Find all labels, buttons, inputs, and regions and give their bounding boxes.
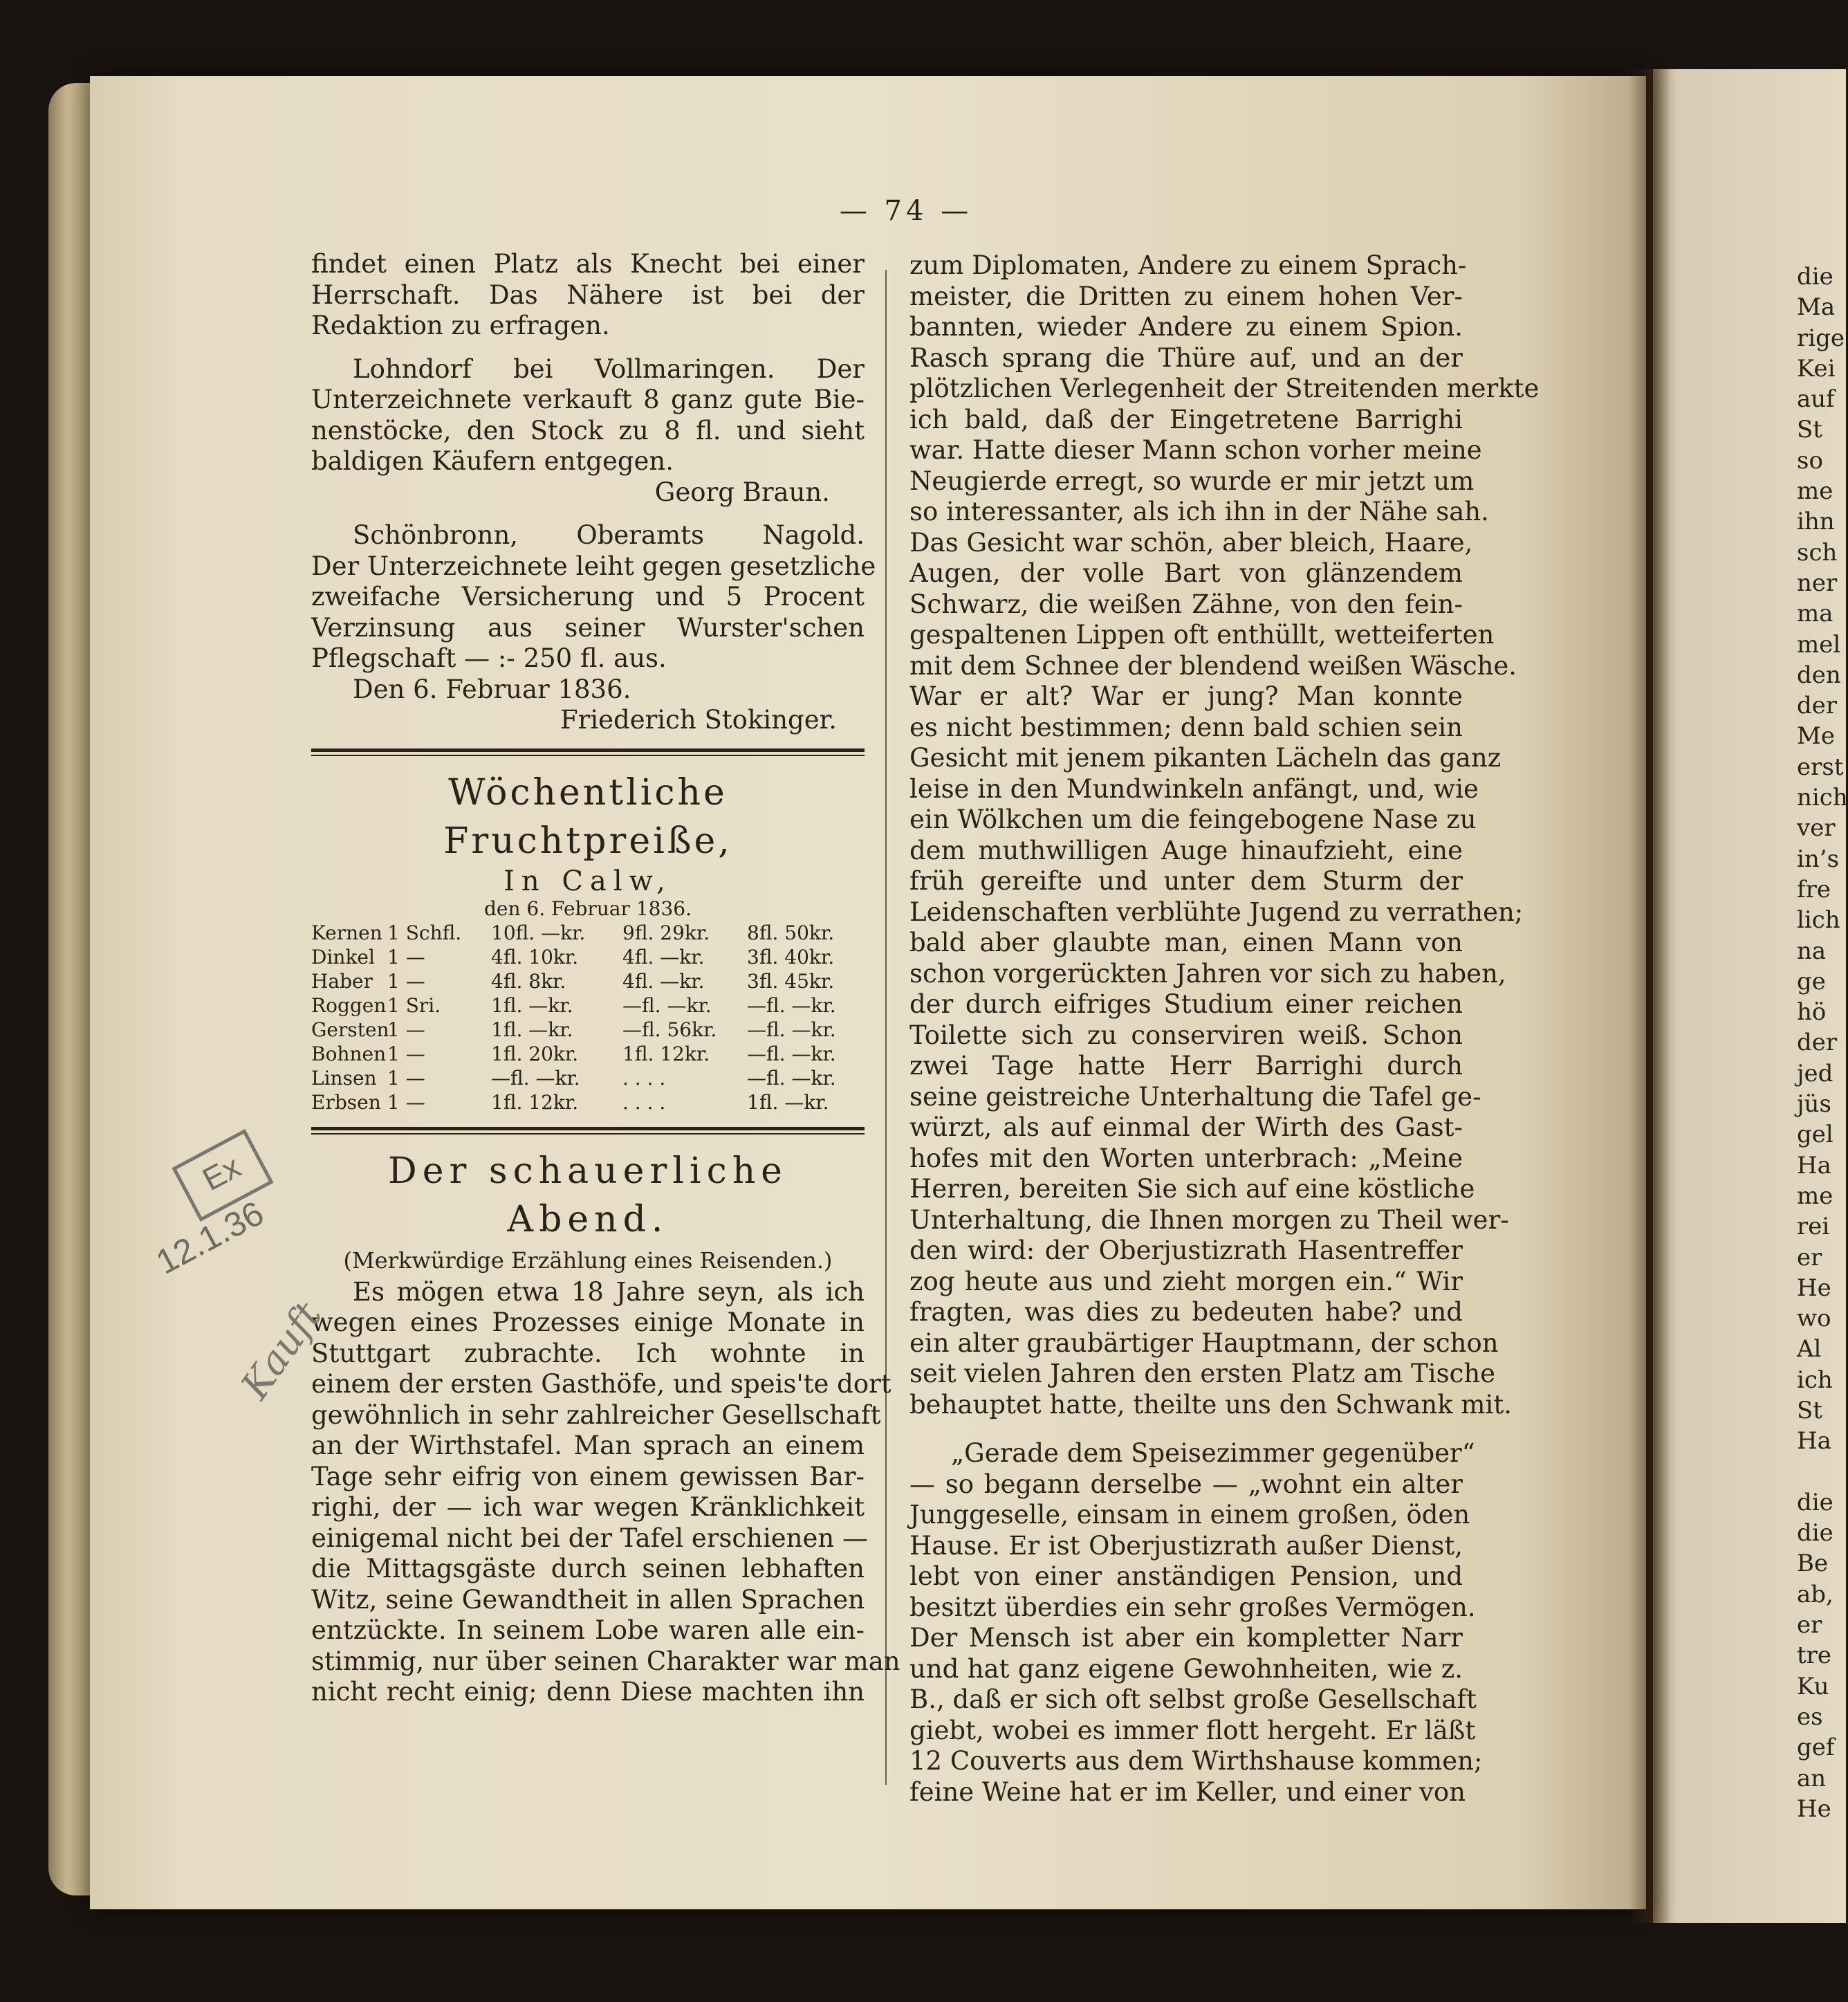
text-fragment: rige bbox=[1797, 324, 1845, 352]
table-cell: Haber bbox=[311, 969, 373, 993]
text-line: Witz, seine Gewandtheit in allen Sprachen bbox=[311, 1584, 865, 1615]
table-row bbox=[311, 1018, 865, 1042]
text-line: an der Wirthstafel. Man sprach an einem bbox=[311, 1431, 865, 1460]
table-row bbox=[311, 993, 865, 1018]
text-fragment: Ku bbox=[1797, 1672, 1829, 1700]
table-cell: —fl. —kr. bbox=[622, 993, 712, 1017]
table-cell: Dinkel bbox=[311, 945, 375, 968]
table-cell: —fl. 56kr. bbox=[622, 1018, 717, 1041]
table-cell: 10fl. —kr. bbox=[491, 921, 586, 944]
table-cell: 8fl. 50kr. bbox=[747, 921, 835, 944]
table-cell: 1 Sri. bbox=[387, 993, 441, 1017]
signature: Friederich Stokinger. bbox=[560, 705, 837, 735]
text-fragment: es bbox=[1797, 1702, 1823, 1731]
text-line: Neugierde erregt, so wurde er mir jetzt um bbox=[909, 466, 1475, 496]
table-cell: 1fl. —kr. bbox=[491, 993, 573, 1017]
text-line: 12 Couverts aus dem Wirthshause kommen; bbox=[909, 1746, 1483, 1776]
table-cell: 1 — bbox=[387, 1042, 425, 1065]
text-line: giebt, wobei es immer flott hergeht. Er läßt bbox=[909, 1715, 1476, 1745]
text-fragment: ma bbox=[1797, 600, 1833, 628]
table-cell: 3fl. 45kr. bbox=[747, 969, 835, 993]
table-row bbox=[311, 921, 865, 945]
text-fragment: gel bbox=[1797, 1121, 1833, 1149]
text-line: einem der ersten Gasthöfe, und speis'te dort bbox=[311, 1369, 891, 1399]
text-fragment: lich bbox=[1797, 906, 1840, 935]
prices-table bbox=[311, 921, 865, 1114]
text-line: hofes mit den Worten unterbrach: „Meine bbox=[909, 1143, 1463, 1173]
text-line: Verzinsung aus seiner Wurster'schen bbox=[311, 612, 865, 643]
table-cell: 1fl. 12kr. bbox=[491, 1090, 579, 1114]
text-line: früh gereifte und unter dem Sturm der bbox=[909, 866, 1463, 896]
text-fragment: in’s bbox=[1797, 845, 1840, 873]
text-line: behauptet hatte, theilte uns den Schwank mit. bbox=[909, 1389, 1512, 1420]
text-fragment: so bbox=[1797, 446, 1823, 475]
text-fragment: ihn bbox=[1797, 508, 1835, 536]
table-cell: Gersten bbox=[311, 1018, 389, 1041]
text-fragment: fre bbox=[1797, 875, 1831, 903]
text-fragment: gef bbox=[1797, 1734, 1835, 1762]
text-fragment: er bbox=[1797, 1243, 1822, 1271]
text-fragment: die bbox=[1797, 263, 1833, 291]
text-line: und hat ganz eigene Gewohnheiten, wie z. bbox=[909, 1653, 1463, 1684]
table-row bbox=[311, 1042, 865, 1066]
text-fragment bbox=[1797, 1457, 1846, 1487]
text-line: Rasch sprang die Thüre auf, und an der bbox=[909, 342, 1463, 373]
text-line: plötzlichen Verlegenheit der Streitenden merkte bbox=[909, 374, 1540, 403]
text-line: „Gerade dem Speisezimmer gegenüber“ bbox=[951, 1438, 1475, 1468]
table-cell: 1 — bbox=[387, 1090, 425, 1114]
table-cell: —fl. —kr. bbox=[747, 1042, 836, 1065]
text-line: zum Diplomaten, Andere zu einem Sprach- bbox=[909, 250, 1467, 280]
text-line: ein Wölkchen um die feingebogene Nase zu bbox=[909, 805, 1477, 834]
text-line: Stuttgart zubrachte. Ich wohnte in bbox=[311, 1338, 865, 1368]
text-line: Herren, bereiten Sie sich auf eine köstliche bbox=[909, 1174, 1475, 1204]
text-fragment: He bbox=[1797, 1274, 1831, 1302]
text-fragment: sch bbox=[1797, 538, 1838, 567]
text-line: würzt, als auf einmal der Wirth des Gast- bbox=[909, 1112, 1463, 1142]
table-cell: —fl. —kr. bbox=[747, 993, 836, 1017]
text-fragment: er bbox=[1797, 1611, 1822, 1640]
text-fragment: He bbox=[1797, 1794, 1831, 1823]
advertisement-1 bbox=[311, 249, 865, 342]
text-line: schon vorgerückten Jahren vor sich zu haben, bbox=[909, 958, 1506, 989]
table-cell: 1fl. 20kr. bbox=[491, 1042, 579, 1065]
table-cell: 1fl. —kr. bbox=[747, 1090, 829, 1114]
table-cell: 1fl. —kr. bbox=[491, 1018, 573, 1041]
text-fragment: me bbox=[1797, 477, 1833, 506]
text-line: besitzt überdies ein sehr großes Vermögen. bbox=[909, 1592, 1476, 1622]
text-line: Augen, der volle Bart von glänzendem bbox=[909, 558, 1463, 588]
text-line: Lohndorf bei Vollmaringen. Der bbox=[353, 353, 865, 384]
signature: Georg Braun. bbox=[654, 477, 830, 507]
text-fragment: Ha bbox=[1797, 1151, 1831, 1179]
text-line: Redaktion zu erfragen. bbox=[311, 311, 610, 340]
text-line: nicht recht einig; denn Diese machten ihn bbox=[311, 1677, 865, 1707]
text-line: nenstöcke, den Stock zu 8 fl. und sieht bbox=[311, 415, 865, 446]
table-row bbox=[311, 1090, 865, 1114]
text-fragment: St bbox=[1797, 416, 1822, 444]
text-line: War er alt? War er jung? Man konnte bbox=[909, 681, 1463, 711]
text-line: Der Mensch ist aber ein kompletter Narr bbox=[909, 1623, 1463, 1653]
table-cell: 4fl. —kr. bbox=[622, 969, 705, 993]
text-fragment: jüs bbox=[1797, 1090, 1831, 1119]
text-fragment: auf bbox=[1797, 385, 1835, 414]
story-section bbox=[311, 1147, 900, 1708]
text-line: der durch eifriges Studium einer reichen bbox=[909, 989, 1463, 1019]
text-fragment: St bbox=[1797, 1396, 1822, 1424]
text-fragment: rei bbox=[1797, 1213, 1830, 1241]
text-line: findet einen Platz als Knecht bei einer bbox=[311, 249, 865, 279]
handwritten-date: 12.1.36 bbox=[149, 1193, 270, 1282]
text-fragment: tre bbox=[1797, 1642, 1832, 1670]
text-fragment: Me bbox=[1797, 722, 1835, 751]
section-rule bbox=[311, 1127, 865, 1135]
text-fragment: nich bbox=[1797, 784, 1848, 812]
table-cell: —fl. —kr. bbox=[747, 1018, 836, 1041]
text-fragment: den bbox=[1797, 661, 1841, 689]
text-line: Es mögen etwa 18 Jahre seyn, als ich bbox=[353, 1276, 865, 1307]
text-line: Schönbronn, Oberamts Nagold. bbox=[353, 520, 865, 550]
column-divider bbox=[885, 270, 887, 1785]
text-fragment: ge bbox=[1797, 967, 1826, 995]
text-line: zwei Tage hatte Herr Barrighi durch bbox=[909, 1051, 1463, 1081]
text-line: Leidenschaften verblühte Jugend zu verrathen; bbox=[909, 897, 1524, 927]
table-cell: 1fl. 12kr. bbox=[622, 1042, 710, 1065]
text-line: war. Hatte dieser Mann schon vorher meine bbox=[909, 435, 1482, 465]
table-cell: 1 Schfl. bbox=[387, 921, 462, 944]
text-fragment: Kei bbox=[1797, 354, 1836, 383]
text-fragment: an bbox=[1797, 1764, 1827, 1792]
text-line: bald aber glaubte man, einen Mann von bbox=[909, 928, 1463, 957]
date-line: den 6. Februar 1836. bbox=[484, 897, 692, 920]
text-fragment: der bbox=[1797, 1029, 1838, 1057]
text-line: so interessanter, als ich ihn in der Nähe sah. bbox=[909, 497, 1489, 526]
text-fragment: erst bbox=[1797, 753, 1844, 781]
text-line: Pflegschaft — :- 250 fl. aus. bbox=[311, 643, 667, 673]
date-line: Den 6. Februar 1836. bbox=[353, 674, 631, 704]
text-line: Der Unterzeichnete leiht gegen gesetzliche bbox=[311, 551, 876, 581]
table-cell: Linsen bbox=[311, 1066, 377, 1090]
text-line: einigemal nicht bei der Tafel erschienen — bbox=[311, 1523, 868, 1553]
text-line: wegen eines Prozesses einige Monate in bbox=[311, 1307, 865, 1337]
text-line: Das Gesicht war schön, aber bleich, Haare, bbox=[909, 527, 1473, 558]
table-cell: Kernen bbox=[311, 921, 382, 944]
table-row bbox=[311, 1066, 865, 1090]
text-fragment: der bbox=[1797, 692, 1838, 720]
text-line: ich bald, daß der Eingetretene Barrighi bbox=[909, 404, 1463, 434]
text-fragment: hö bbox=[1797, 998, 1827, 1027]
text-line: Herrschaft. Das Nähere ist bei der bbox=[311, 279, 865, 310]
advertisement-3 bbox=[311, 520, 876, 736]
text-fragment: ver bbox=[1797, 814, 1836, 843]
table-cell: 4fl. 10kr. bbox=[491, 945, 579, 968]
text-fragment: die bbox=[1797, 1519, 1833, 1548]
table-cell: . . . . bbox=[622, 1066, 666, 1090]
text-line: seit vielen Jahren den ersten Platz am Tische bbox=[909, 1359, 1496, 1388]
text-fragment: Ma bbox=[1797, 293, 1836, 322]
text-line: dem muthwilligen Auge hinaufzieht, eine bbox=[909, 835, 1463, 865]
text-fragment: Be bbox=[1797, 1550, 1829, 1578]
table-cell: . . . . bbox=[622, 1090, 666, 1114]
library-stamp: Ex bbox=[172, 1129, 273, 1222]
text-fragment: Al bbox=[1797, 1335, 1822, 1363]
table-row bbox=[311, 969, 865, 993]
text-line: leise in den Mundwinkeln anfängt, und, wie bbox=[909, 773, 1479, 804]
table-cell: 1 — bbox=[387, 1066, 425, 1090]
text-line: zweifache Versicherung und 5 Procent bbox=[311, 582, 865, 612]
section-rule bbox=[311, 749, 865, 756]
text-line: gespaltenen Lippen oft enthüllt, wetteiferten bbox=[909, 620, 1495, 650]
text-line: Tage sehr eifrig von einem gewissen Bar- bbox=[311, 1461, 865, 1491]
text-fragment: ab, bbox=[1797, 1580, 1833, 1608]
text-fragment: ner bbox=[1797, 569, 1838, 597]
text-fragment: me bbox=[1797, 1182, 1833, 1210]
text-line: B., daß er sich oft selbst große Gesellschaft bbox=[909, 1684, 1477, 1714]
text-fragment: jed bbox=[1797, 1059, 1833, 1087]
text-line: bannten, wieder Andere zu einem Spion. bbox=[909, 312, 1463, 342]
text-line: righi, der — ich war wegen Kränklichkeit bbox=[311, 1492, 865, 1522]
facing-page-text bbox=[1797, 261, 1846, 1824]
text-fragment: ich bbox=[1797, 1366, 1833, 1394]
text-fragment: na bbox=[1797, 937, 1827, 965]
section-heading: Wöchentliche Fruchtpreiße, bbox=[443, 771, 732, 862]
grain-prices-section bbox=[311, 769, 865, 1114]
text-line: Toilette sich zu conserviren weiß. Schon bbox=[909, 1020, 1463, 1050]
text-line: — so begann derselbe — „wohnt ein alter bbox=[909, 1469, 1463, 1499]
table-cell: 1 — bbox=[387, 1018, 425, 1041]
text-line: Hause. Er ist Oberjustizrath außer Dienst, bbox=[909, 1530, 1463, 1561]
text-line: meister, die Dritten zu einem hohen Ver- bbox=[909, 281, 1463, 311]
right-column bbox=[909, 250, 1540, 1808]
table-cell: —fl. —kr. bbox=[491, 1066, 580, 1090]
table-cell: 4fl. 8kr. bbox=[491, 969, 566, 993]
text-line: seine geistreiche Unterhaltung die Tafel ge- bbox=[909, 1081, 1481, 1112]
text-fragment: wo bbox=[1797, 1305, 1831, 1333]
text-line: es nicht bestimmen; denn bald schien sein bbox=[909, 712, 1463, 742]
left-column bbox=[311, 249, 900, 1708]
text-fragment: die bbox=[1797, 1488, 1833, 1516]
story-paragraph-2 bbox=[909, 1438, 1483, 1808]
page-number: — 74 — bbox=[839, 195, 973, 227]
text-fragment: Ha bbox=[1797, 1427, 1831, 1455]
text-line: lebt von einer anständigen Pension, und bbox=[909, 1561, 1463, 1591]
table-cell: 1 — bbox=[387, 969, 425, 993]
text-line: ein alter graubärtiger Hauptmann, der schon bbox=[909, 1328, 1499, 1358]
table-cell: Erbsen bbox=[311, 1090, 381, 1114]
table-cell: Bohnen bbox=[311, 1042, 387, 1065]
story-continuation bbox=[909, 250, 1540, 1420]
table-row bbox=[311, 945, 865, 969]
text-line: Junggeselle, einsam in einem großen, öden bbox=[909, 1500, 1470, 1530]
table-cell: Roggen bbox=[311, 993, 387, 1017]
text-line: fragten, was dies zu bedeuten habe? und bbox=[909, 1297, 1463, 1327]
text-line: die Mittagsgäste durch seinen lebhaften bbox=[311, 1554, 865, 1583]
text-line: gewöhnlich in sehr zahlreicher Gesellschaft bbox=[311, 1399, 881, 1430]
text-line: Gesicht mit jenem pikanten Lächeln das ganz bbox=[909, 743, 1502, 773]
text-line: Unterzeichnete verkauft 8 ganz gute Bie- bbox=[311, 385, 865, 414]
table-cell: 3fl. 40kr. bbox=[747, 945, 835, 968]
text-line: Schwarz, die weißen Zähne, von den fein- bbox=[909, 589, 1463, 619]
page-gutter bbox=[1629, 69, 1670, 1923]
text-line: baldigen Käufern entgegen. bbox=[311, 446, 674, 476]
text-line: zog heute aus und zieht morgen ein.“ Wir bbox=[909, 1266, 1463, 1296]
text-line: stimmig, nur über seinen Charakter war man bbox=[311, 1646, 900, 1676]
text-line: mit dem Schnee der blendend weißen Wäsche. bbox=[909, 650, 1517, 681]
advertisement-2 bbox=[311, 354, 865, 508]
handwritten-note: Kauft bbox=[232, 1294, 331, 1408]
table-cell: 4fl. —kr. bbox=[622, 945, 705, 968]
table-cell: 9fl. 29kr. bbox=[622, 921, 710, 944]
table-cell: —fl. —kr. bbox=[747, 1066, 836, 1090]
story-title: Der schauerliche Abend. bbox=[388, 1150, 788, 1240]
text-line: den wird: der Oberjustizrath Hasentreffer bbox=[909, 1236, 1463, 1265]
text-line: Unterhaltung, die Ihnen morgen zu Theil wer- bbox=[909, 1204, 1509, 1235]
place-line: In Calw, bbox=[503, 865, 672, 897]
text-line: feine Weine hat er im Keller, und einer von bbox=[909, 1776, 1466, 1807]
text-fragment: mel bbox=[1797, 630, 1841, 659]
story-subtitle: (Merkwürdige Erzählung eines Reisenden.) bbox=[343, 1247, 833, 1274]
text-line: entzückte. In seinem Lobe waren alle ein- bbox=[311, 1615, 865, 1645]
table-cell: 1 — bbox=[387, 945, 425, 968]
